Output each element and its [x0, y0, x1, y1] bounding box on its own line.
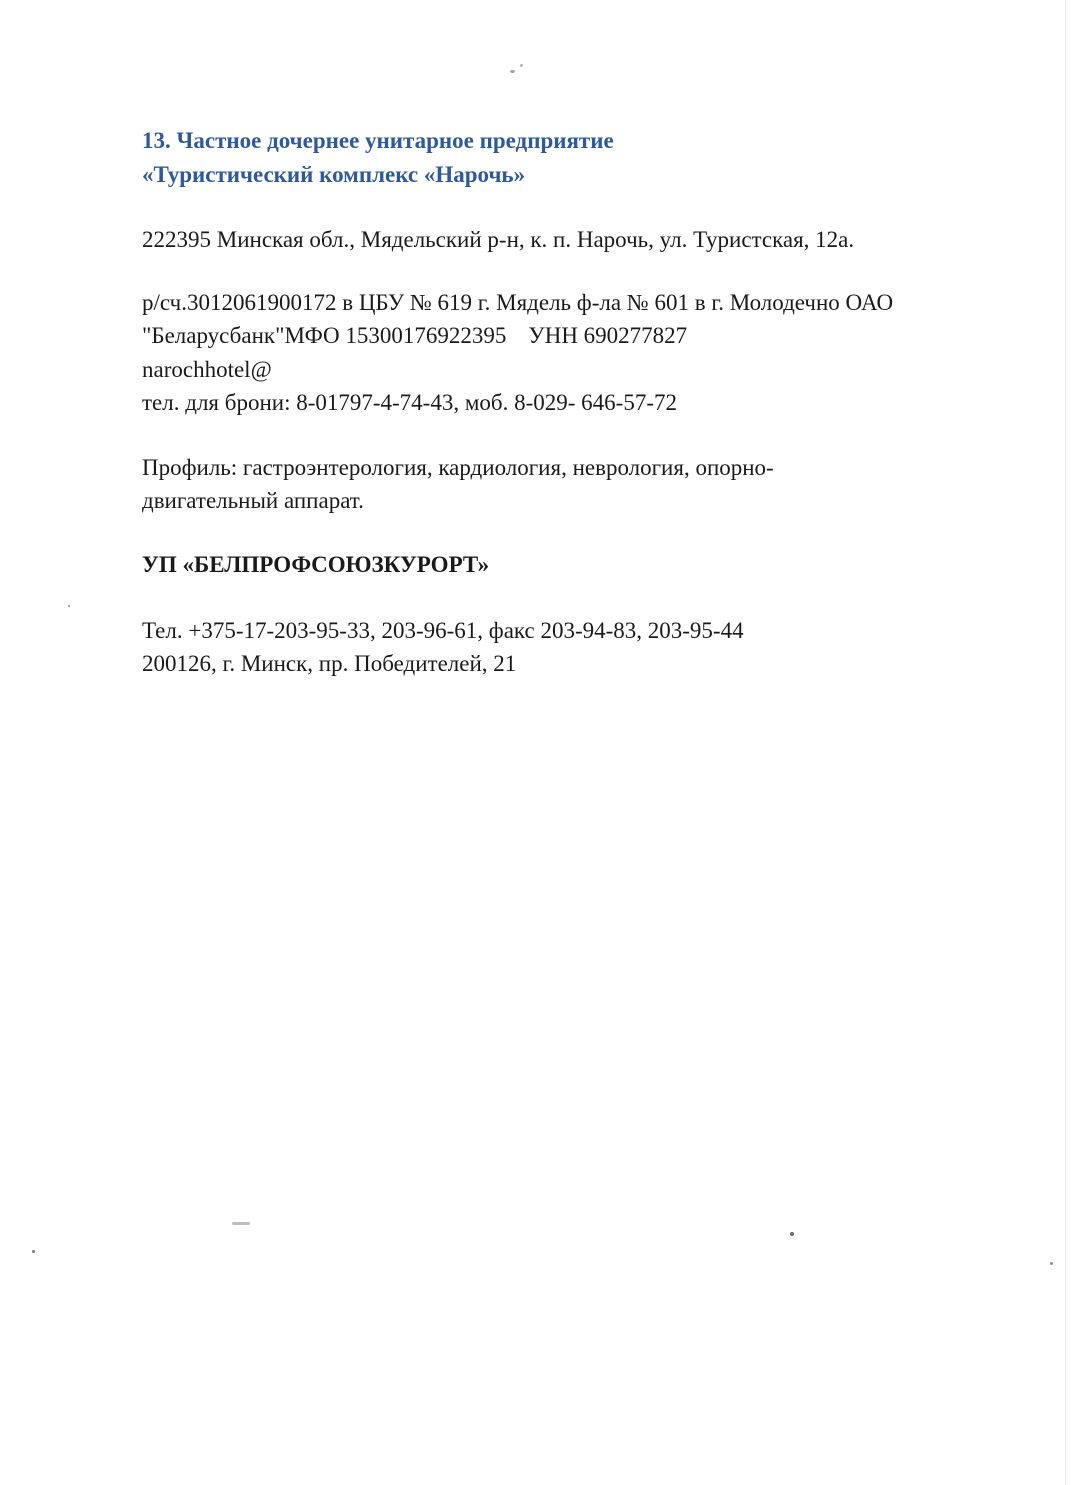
org1-title-line1: 13. Частное дочернее унитарное предприятие	[142, 128, 614, 153]
org1-bank-line1: р/сч.3012061900172 в ЦБУ № 619 г. Мядель ф-ла № 601 в г. Молодечно ОАО	[142, 290, 894, 315]
scan-speck	[510, 70, 515, 73]
org1-phones: тел. для брони: 8-01797-4-74-43, моб. 8-029- 646-57-72	[142, 390, 677, 415]
org1-profile-line2: двигательный аппарат.	[142, 488, 364, 513]
org2-phones: Тел. +375-17-203-95-33, 203-96-61, факс 203-94-83, 203-95-44	[142, 618, 744, 643]
org1-bank-line2	[142, 319, 687, 353]
org1-title-line2: «Туристический комплекс «Нарочь»	[142, 162, 526, 187]
org1-bank-mfo: "Беларусбанк"МФО 15300176922395	[142, 323, 507, 348]
scan-speck	[32, 1250, 35, 1253]
org1-unn: УНН 690277827	[528, 323, 688, 348]
scan-speck	[790, 1232, 794, 1236]
org1-profile-line1: Профиль: гастроэнтерология, кардиология, неврология, опорно-	[142, 455, 774, 480]
org2-title: УП «БЕЛПРОФСОЮЗКУРОРТ»	[142, 552, 490, 577]
scan-speck	[1050, 1262, 1053, 1265]
org1-email: narochhotel@	[142, 357, 272, 382]
scan-speck	[520, 64, 523, 67]
page-edge-line	[1065, 0, 1066, 1485]
scan-speck	[232, 1222, 250, 1225]
org2-address: 200126, г. Минск, пр. Победителей, 21	[142, 651, 517, 676]
org1-address: 222395 Минская обл., Мядельский р-н, к. п. Нарочь, ул. Туристская, 12а.	[142, 227, 855, 252]
scan-speck	[68, 605, 70, 607]
